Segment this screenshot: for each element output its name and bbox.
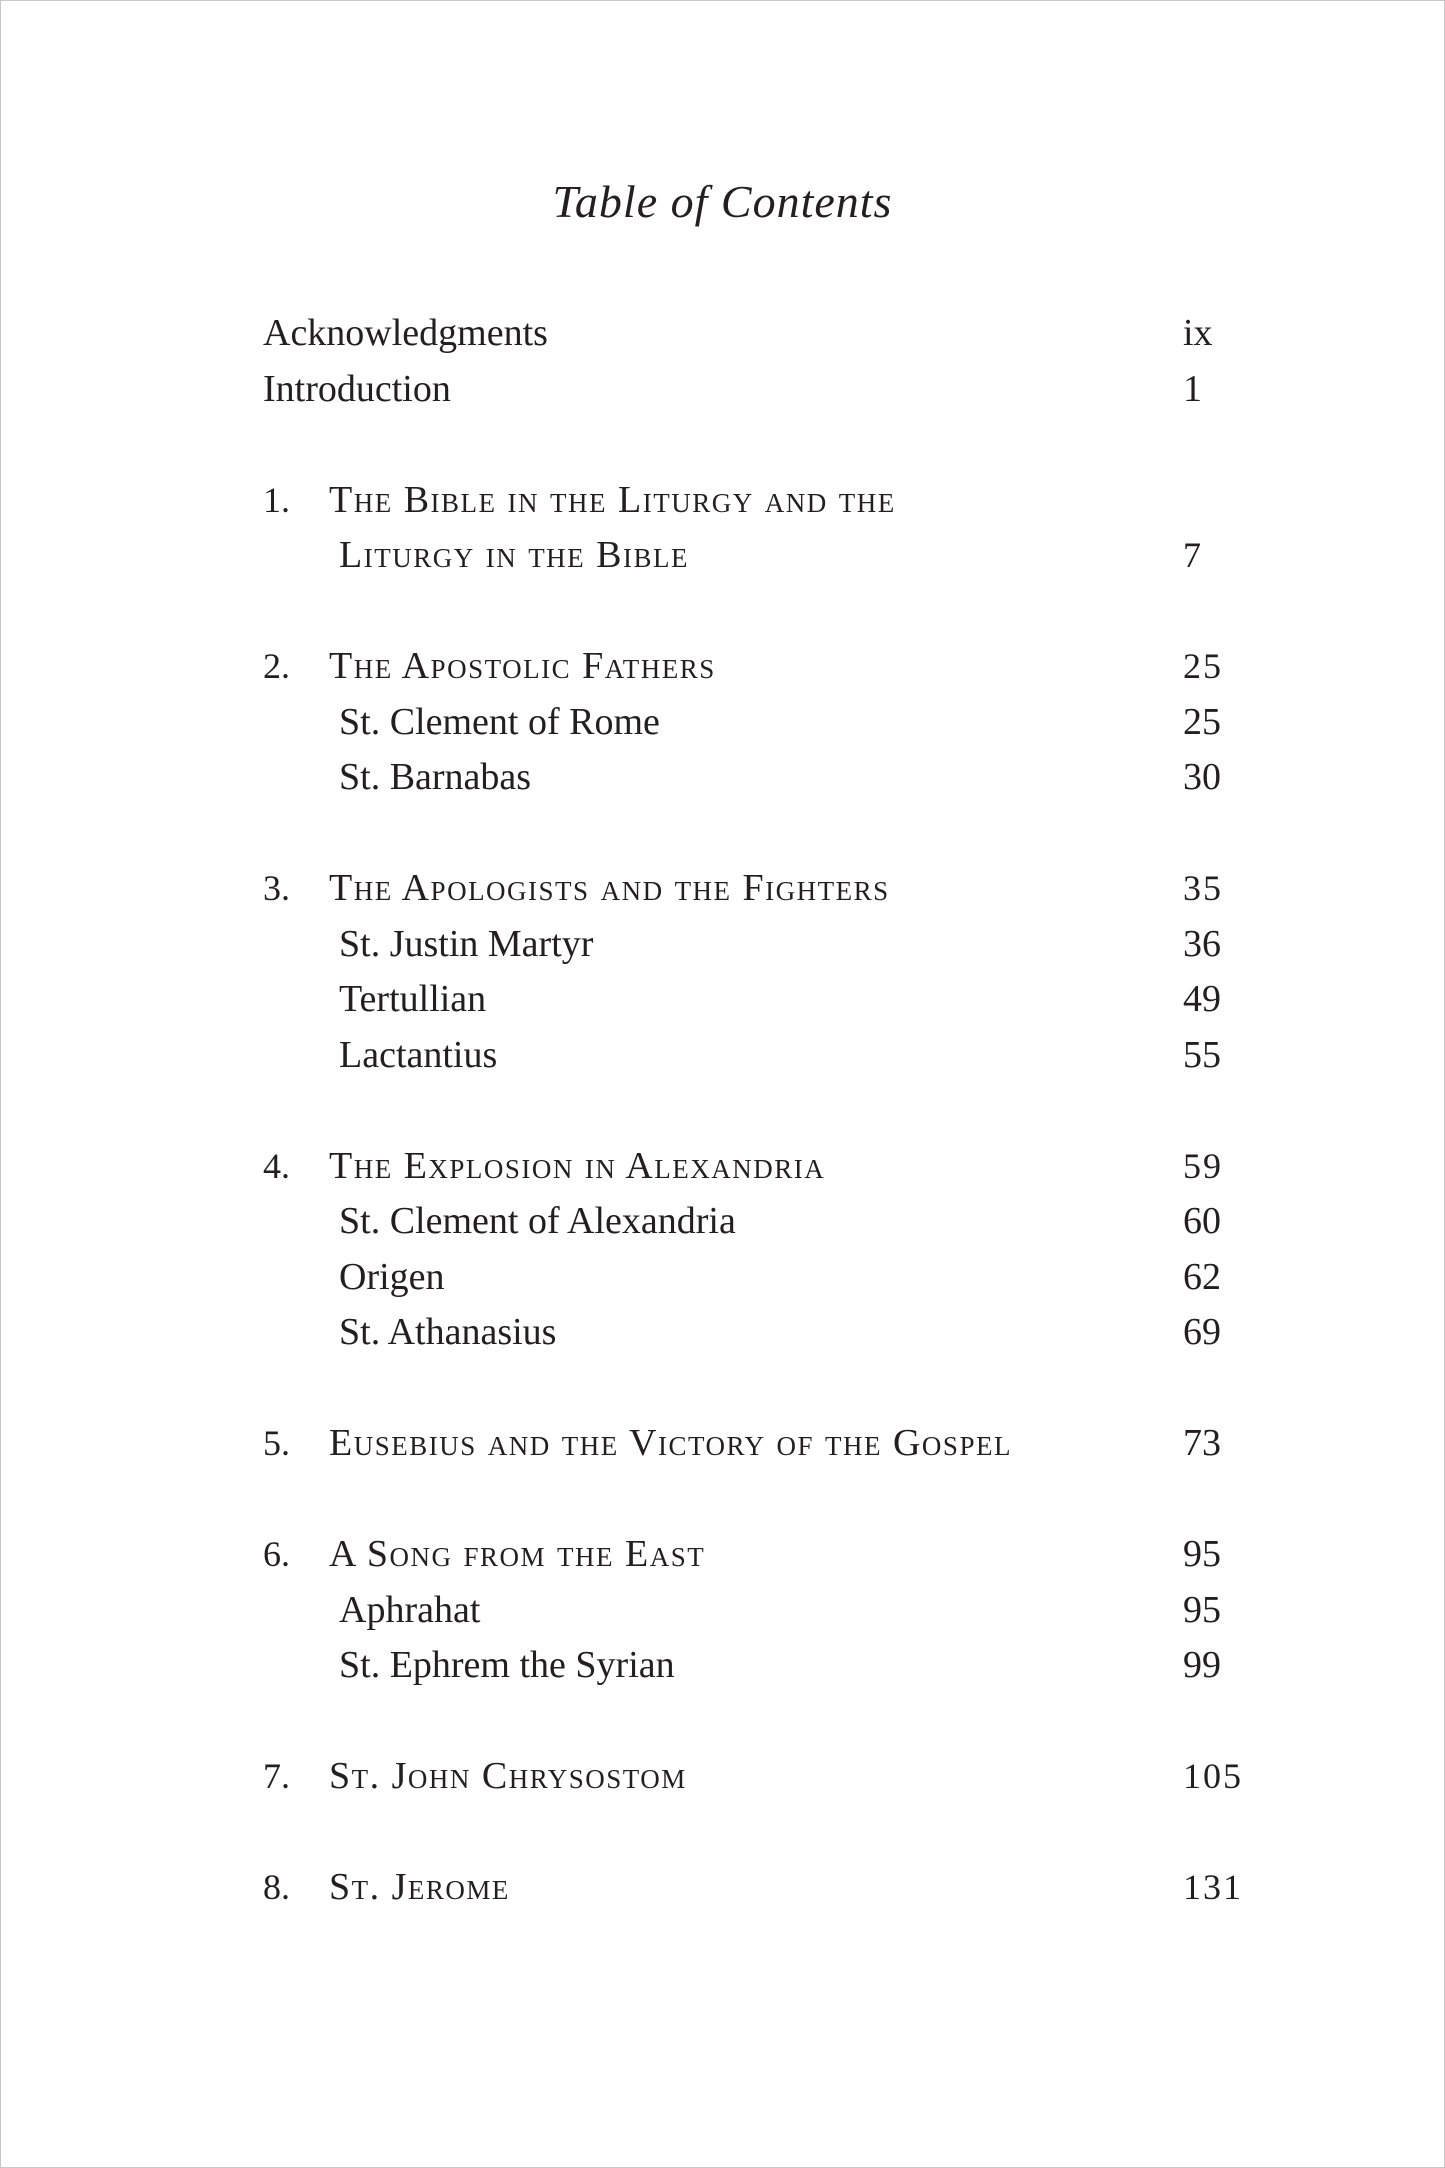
- toc-chapter-7[interactable]: [263, 1749, 1243, 1805]
- subentry-label: St. Justin Martyr: [339, 922, 594, 965]
- chapter-number: 7.: [263, 1756, 290, 1796]
- subentry-page: 30: [1183, 756, 1221, 798]
- chapter-title: St. Jerome: [329, 1866, 510, 1908]
- toc-entry-page: 1: [1183, 367, 1202, 410]
- toc-subentry[interactable]: [263, 1638, 1243, 1694]
- chapter-number: 1.: [263, 479, 290, 520]
- subentry-label: St. Clement of Alexandria: [339, 1200, 736, 1242]
- subentry-page: 60: [1183, 1200, 1221, 1242]
- chapter-title: The Bible in the Liturgy and the: [329, 478, 896, 521]
- chapter-number: 5.: [263, 1423, 290, 1463]
- toc-subentry[interactable]: [263, 917, 1243, 973]
- toc-chapter-2[interactable]: [263, 639, 1243, 695]
- toc-subentry[interactable]: [263, 1028, 1243, 1084]
- subentry-label: St. Clement of Rome: [339, 700, 660, 743]
- chapter-page: 7: [1183, 535, 1203, 575]
- chapter-number: 2.: [263, 646, 290, 686]
- toc-subentry[interactable]: [263, 695, 1243, 751]
- toc-chapter-1-cont[interactable]: [263, 528, 1243, 584]
- toc-chapter-3[interactable]: [263, 861, 1243, 917]
- page-title: Table of Contents: [552, 176, 893, 227]
- chapter-title: A Song from the East: [329, 1533, 706, 1575]
- chapter-page: 25: [1183, 646, 1223, 686]
- subentry-page: 69: [1183, 1311, 1221, 1353]
- toc-entry-introduction[interactable]: [263, 362, 1243, 418]
- subentry-page: 99: [1183, 1644, 1221, 1686]
- toc-subentry[interactable]: [263, 1250, 1243, 1306]
- chapter-number: 3.: [263, 868, 290, 908]
- subentry-page: 36: [1183, 922, 1221, 965]
- chapter-title: The Explosion in Alexandria: [329, 1144, 826, 1187]
- chapter-page: 95: [1183, 1533, 1221, 1575]
- chapter-page: 105: [1183, 1756, 1243, 1796]
- chapter-number: 4.: [263, 1145, 290, 1186]
- chapter-page: 35: [1183, 868, 1223, 908]
- toc-entry-label: Acknowledgments: [263, 312, 548, 354]
- toc-subentry[interactable]: [263, 972, 1243, 1028]
- chapter-title: Eusebius and the Victory of the Gospel: [329, 1422, 1012, 1464]
- chapter-number: 8.: [263, 1867, 290, 1907]
- chapter-page: 73: [1183, 1422, 1221, 1464]
- toc-chapter-5[interactable]: [263, 1416, 1243, 1472]
- subentry-page: 95: [1183, 1588, 1221, 1631]
- toc-chapter-6[interactable]: [263, 1527, 1243, 1583]
- subentry-label: St. Ephrem the Syrian: [339, 1644, 675, 1686]
- chapter-number: 6.: [263, 1534, 290, 1574]
- subentry-label: Origen: [339, 1255, 445, 1298]
- table-of-contents: [263, 306, 1243, 1916]
- toc-entry-acknowledgments[interactable]: [263, 306, 1243, 362]
- toc-subentry[interactable]: [263, 1583, 1243, 1639]
- subentry-label: St. Barnabas: [339, 756, 532, 798]
- toc-chapter-1[interactable]: [263, 473, 1243, 529]
- subentry-page: 62: [1183, 1255, 1221, 1298]
- chapter-title: St. John Chrysostom: [329, 1755, 687, 1797]
- toc-entry-page: ix: [1183, 312, 1213, 354]
- subentry-page: 49: [1183, 978, 1221, 1020]
- toc-subentry[interactable]: [263, 1194, 1243, 1250]
- chapter-title: The Apologists and the Fighters: [329, 867, 890, 909]
- chapter-page: 131: [1183, 1867, 1243, 1907]
- subentry-label: Tertullian: [339, 978, 487, 1020]
- toc-chapter-4[interactable]: [263, 1139, 1243, 1195]
- toc-chapter-8[interactable]: [263, 1860, 1243, 1916]
- subentry-page: 25: [1183, 700, 1221, 743]
- chapter-title: The Apostolic Fathers: [329, 645, 716, 687]
- chapter-page: 59: [1183, 1145, 1223, 1186]
- subentry-label: Aphrahat: [339, 1588, 481, 1631]
- subentry-page: 55: [1183, 1033, 1221, 1076]
- toc-entry-label: Introduction: [263, 367, 451, 410]
- toc-subentry[interactable]: [263, 750, 1243, 806]
- subentry-label: Lactantius: [339, 1033, 498, 1076]
- subentry-label: St. Athanasius: [339, 1311, 557, 1353]
- toc-subentry[interactable]: [263, 1305, 1243, 1361]
- chapter-title-continued: Liturgy in the Bible: [339, 534, 690, 576]
